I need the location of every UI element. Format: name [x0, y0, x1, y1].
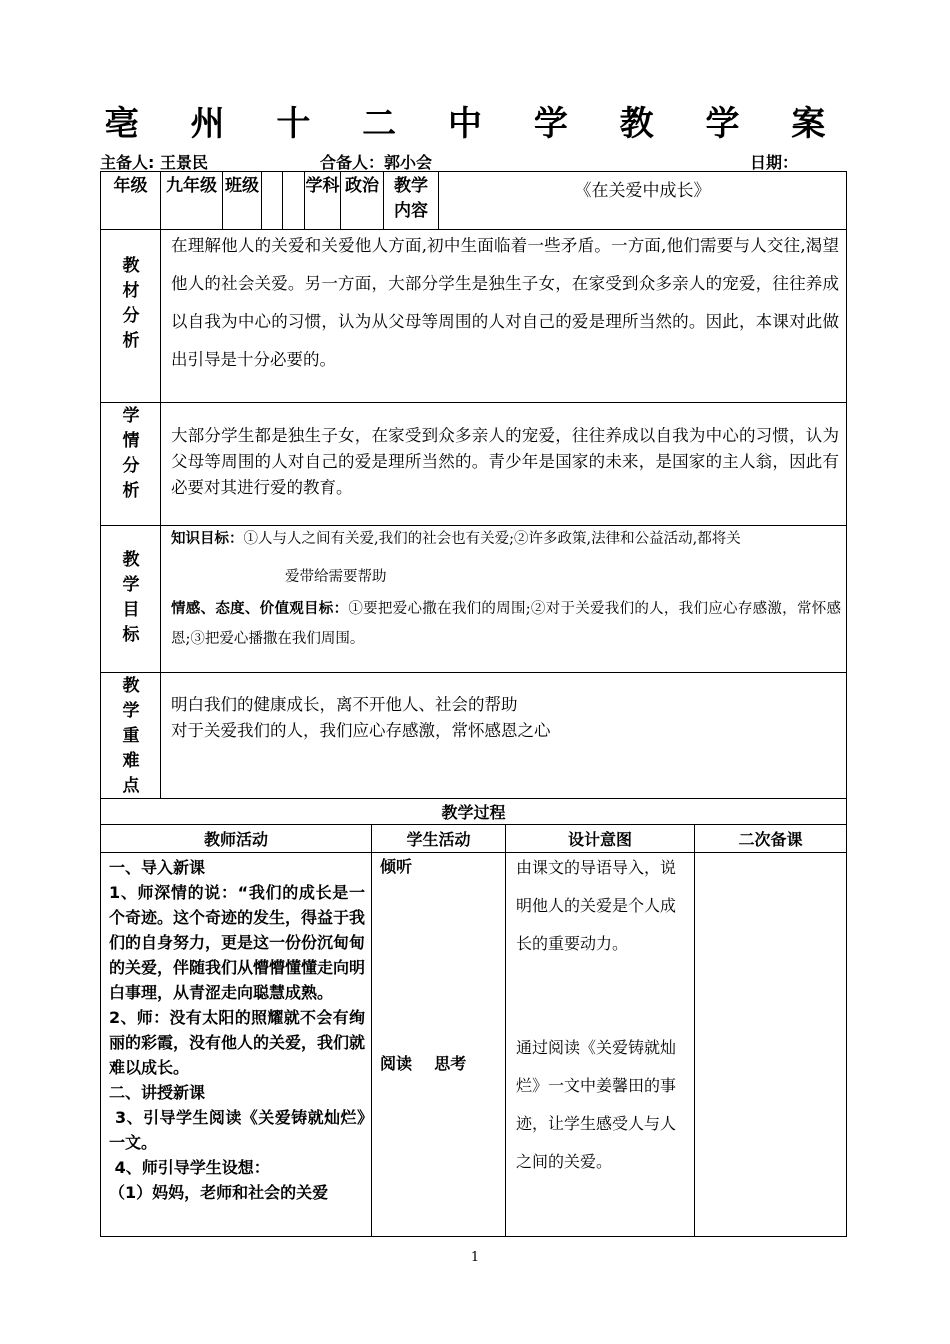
objectives-label: 教学目标 [122, 550, 140, 645]
student-activity-listen: 倾听 [380, 857, 413, 876]
student-analysis-text: 大部分学生都是独生子女，在家受到众多亲人的宠爱，往往养成以自我为中心的习惯，认为父母等周围的人对自己的爱是理所当然的。青少年是国家的未来，是国家的主人翁，因此有必要对其进行爱的教育。 [171, 426, 839, 497]
page-number: 1 [470, 1250, 480, 1265]
key-point-2: 对于关爱我们的人，我们应心存感激，常怀感恩之心 [171, 721, 551, 740]
student-analysis-label: 学情分析 [122, 406, 140, 501]
emotion-objective-text: ①要把爱心撒在我们的周围;②对于关爱我们的人，我们应心存感激，常怀感恩;③把爱心播撒在我们周围。 [171, 601, 841, 647]
col-design-intent: 设计意图 [567, 830, 632, 849]
emotion-objective [171, 594, 841, 654]
process-title: 教学过程 [441, 803, 506, 822]
emotion-objective-label: 情感、态度、价值观目标： [171, 601, 349, 617]
design-intent-1: 由课文的导语导入，说明他人的关爱是个人成长的重要动力。 [516, 858, 677, 953]
knowledge-objective-label: 知识目标： [171, 531, 244, 547]
co-preparer: 合备人：郭小会 [320, 153, 433, 172]
grade-label: 年级 [113, 176, 148, 196]
grade-value: 九年级 [166, 176, 217, 196]
textbook-analysis-text: 在理解他人的关爱和关爱他人方面,初中生面临着一些矛盾。一方面,他们需要与人交往,渴望他人的社会关爱。另一方面，大部分学生是独生子女，在家受到众多亲人的宠爱，往往养成以自我为中心的习惯，认为从父母等周围的人对自己的爱是理所当然的。因此，本课对此做出引导是十分必要的。 [171, 236, 839, 369]
knowledge-objective-text: ①人与人之间有关爱,我们的社会也有关爱;②许多政策,法律和公益活动,都将关 [243, 531, 741, 547]
student-activity-read: 阅读 思考 [380, 1054, 467, 1073]
teacher-activity [101, 853, 371, 1236]
key-points-label: 教学重难点 [122, 676, 140, 796]
teacher-step: 1、师深情的说：“我们的成长是一个奇迹。这个奇迹的发生，得益于我们的自身努力，更是这一份份沉甸甸的关爱，伴随我们从懵懵懂懂走向明白事理，从青涩走向聪慧成熟。 [109, 883, 366, 1002]
subject-label: 学科 [305, 176, 340, 196]
col-secondary-prep: 二次备课 [738, 830, 803, 849]
knowledge-objective-cont: 爱带给需要帮助 [285, 569, 387, 585]
teacher-step: 二、讲授新课 [109, 1083, 206, 1102]
teacher-step: 2、师：没有太阳的照耀就不会有绚丽的彩霞，没有他人的关爱，我们就难以成长。 [109, 1008, 366, 1077]
teacher-step: 一、导入新课 [109, 858, 206, 877]
secondary-prep-cell [695, 853, 846, 1236]
date-label: 日期： [750, 153, 799, 172]
main-preparer: 主备人: 王景民 [100, 153, 208, 172]
page-title: 亳 州 十 二 中 学 教 学 案 [104, 104, 846, 144]
col-student-activity: 学生活动 [406, 830, 471, 849]
knowledge-objective [171, 524, 843, 554]
design-intent-2: 通过阅读《关爱铸就灿烂》一文中姜馨田的事迹，让学生感受人与人之间的关爱。 [516, 1038, 677, 1171]
class-label: 班级 [225, 176, 259, 196]
content-value: 《在关爱中成长》 [574, 181, 711, 201]
subject-value: 政治 [345, 176, 379, 196]
content-label: 教学内容 [394, 176, 428, 221]
teacher-step: 3、引导学生阅读《关爱铸就灿烂》一文。 [109, 1108, 365, 1152]
teacher-step: 4、师引导学生设想： [109, 1158, 270, 1177]
teacher-step: （1）妈妈，老师和社会的关爱 [109, 1183, 329, 1202]
key-point-1: 明白我们的健康成长，离不开他人、社会的帮助 [171, 695, 518, 714]
textbook-analysis-label: 教材分析 [122, 256, 140, 351]
col-teacher-activity: 教师活动 [203, 830, 268, 849]
